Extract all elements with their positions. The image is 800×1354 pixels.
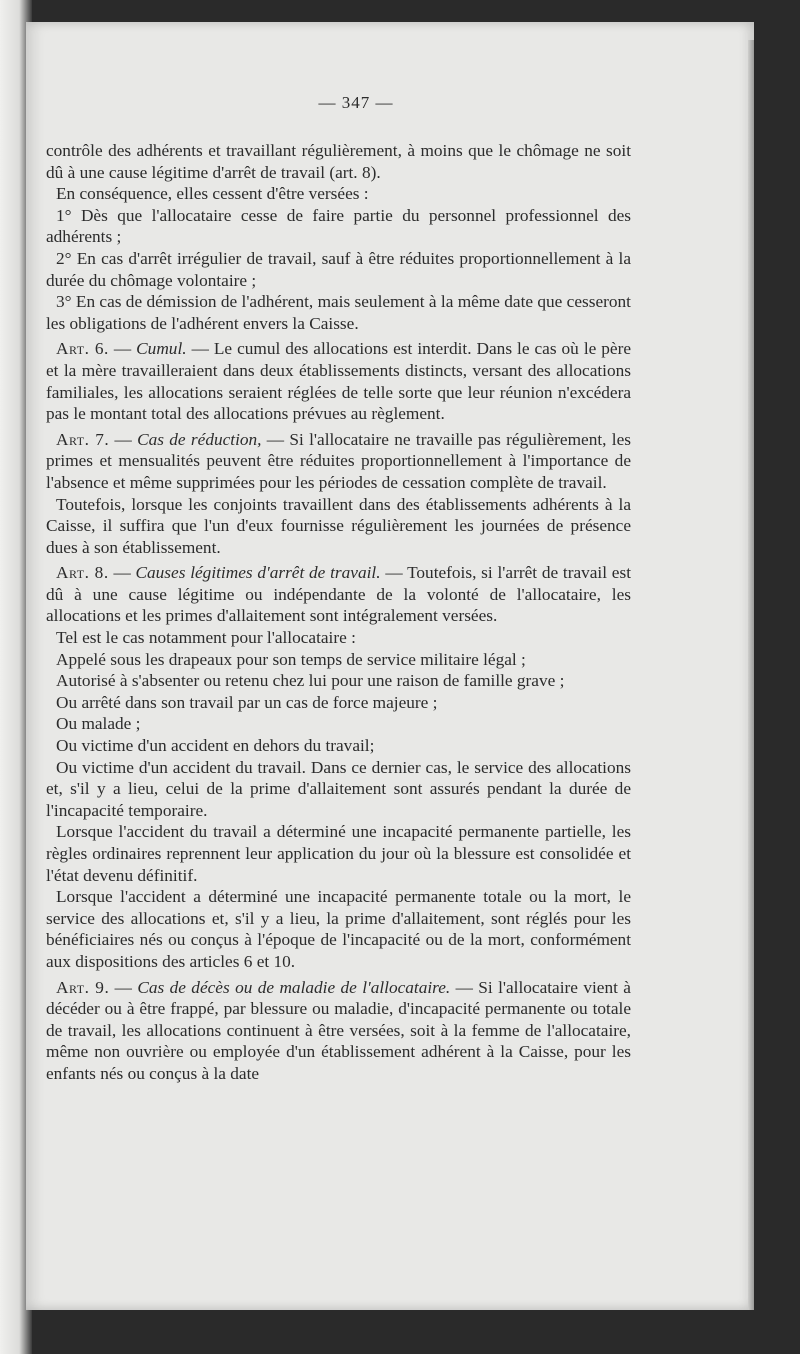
article-7: Art. 7. — Cas de réduction, — Si l'allocataire ne travaille pas régulièrement, les primes et mensualités peuvent être réduites proportionnellement à l'importance de l'absence et même supprimées pour les périodes de cessation complète de travail. (46, 429, 631, 492)
article-8: Art. 8. — Causes légitimes d'arrêt de travail. — Toutefois, si l'arrêt de travail est dû à une cause légitime ou indépendante de la volonté de l'allocataire, les allocations et les primes d'allaitement sont intégralement versées. (46, 563, 632, 626)
list-item: Ou victime d'un accident du travail. Dans ce dernier cas, le service des allocations et, s'il y a lieu, celui de la prime d'allaitement sont assurés pendant la durée de l'incapacité temporaire. (46, 757, 631, 820)
page-number: — 347 — (318, 93, 394, 112)
article-text: Si l'allocataire ne travaille pas régulièrement, les primes et mensualités peuvent être réduites proportionnellement à l'importance de l'absence et même supprimées pour les périodes de cessation complète de travail. (46, 429, 631, 492)
page-right-edge (748, 40, 754, 1310)
list-item: Autorisé à s'absenter ou retenu chez lui pour une raison de famille grave ; (56, 671, 565, 691)
list-item: 3° En cas de démission de l'adhérent, mais seulement à la même date que cesseront les obligations de l'adhérent envers la Caisse. (46, 292, 631, 333)
article-text: Toutefois, si l'arrêt de travail est dû à une cause légitime ou indépendante de la volonté de l'allocataire, les allocations et les primes d'allaitement sont intégralement versées. (46, 563, 632, 626)
list-item: Ou malade ; (56, 714, 141, 734)
paragraph: Tel est le cas notamment pour l'allocataire : (56, 628, 356, 648)
article-text: Le cumul des allocations est interdit. Dans le cas où le père et la mère travailleraient dans deux établissements distincts, versant des allocations familiales, les allocations seraient réglées de telle sorte que leur réunion n'excédera pas le montant total des allocations prévues au règlement. (46, 339, 632, 424)
article-label: Art. 7. (56, 429, 110, 449)
article-title: Causes légitimes d'arrêt de travail. (135, 563, 381, 583)
article-title: Cas de décès ou de maladie de l'allocataire. (137, 977, 451, 997)
list-item: 2° En cas d'arrêt irrégulier de travail, sauf à être réduites proportionnellement à la durée du chômage volontaire ; (46, 248, 631, 290)
article-label: Art. 8. (56, 563, 109, 583)
list-item: Ou victime d'un accident en dehors du travail; (56, 736, 375, 756)
article-title: Cas de réduction, (137, 429, 262, 449)
list-item: Ou arrêté dans son travail par un cas de force majeure ; (56, 692, 438, 712)
paragraph: Lorsque l'accident du travail a déterminé une incapacité permanente partielle, les règles ordinaires reprennent leur application du jour où la blessure est consolidée et l'état devenu définitif. (46, 822, 631, 885)
article-6: Art. 6. — Cumul. — Le cumul des allocations est interdit. Dans le cas où le père et la mère travailleraient dans deux établissements distincts, versant des allocations familiales, les allocations seraient réglées de telle sorte que leur réunion n'excédera pas le montant total des allocations prévues au règlement. (46, 339, 632, 424)
article-title: Cumul. (136, 339, 187, 359)
paragraph: contrôle des adhérents et travaillant régulièrement, à moins que le chômage ne soit dû à une cause légitime d'arrêt de travail (art. 8). (46, 141, 631, 182)
paragraph: Toutefois, lorsque les conjoints travaillent dans des établissements adhérents à la Caisse, il suffira que l'un d'eux fournisse régulièrement les journées de présence dues à son établissement. (46, 494, 631, 557)
article-9: Art. 9. — Cas de décès ou de maladie de l'allocataire. — Si l'allocataire vient à décéder ou à être frappé, par blessure ou maladie, d'incapacité permanente ou totale de travail, les allocations continuent à être versées, soit à la femme de l'allocataire, même non ouvrière ou employée d'un établissement adhérent à la Caisse, pour les enfants nés ou conçus à la date (46, 977, 631, 1083)
paragraph: En conséquence, elles cessent d'être versées : (56, 184, 369, 204)
paragraph: Lorsque l'accident a déterminé une incapacité permanente totale ou la mort, le service des allocations et, s'il y a lieu, la prime d'allaitement, sont réglés pour les bénéficiaires nés ou conçus à l'époque de l'incapacité ou de la mort, conformément aux dispositions des articles 6 et 10. (46, 887, 631, 971)
list-item: Appelé sous les drapeaux pour son temps de service militaire légal ; (56, 649, 526, 669)
article-label: Art. 9. (56, 977, 110, 997)
list-item: 1° Dès que l'allocataire cesse de faire partie du personnel professionnel des adhérents ; (46, 205, 631, 247)
article-label: Art. 6. (56, 339, 109, 359)
body-text (46, 140, 631, 1085)
article-text: Si l'allocataire vient à décéder ou à être frappé, par blessure ou maladie, d'incapacité permanente ou totale de travail, les allocations continuent à être versées, soit à la femme de l'allocataire, même non ouvrière ou employée d'un établissement adhérent à la Caisse, pour les enfants nés ou conçus à la date (46, 977, 631, 1083)
